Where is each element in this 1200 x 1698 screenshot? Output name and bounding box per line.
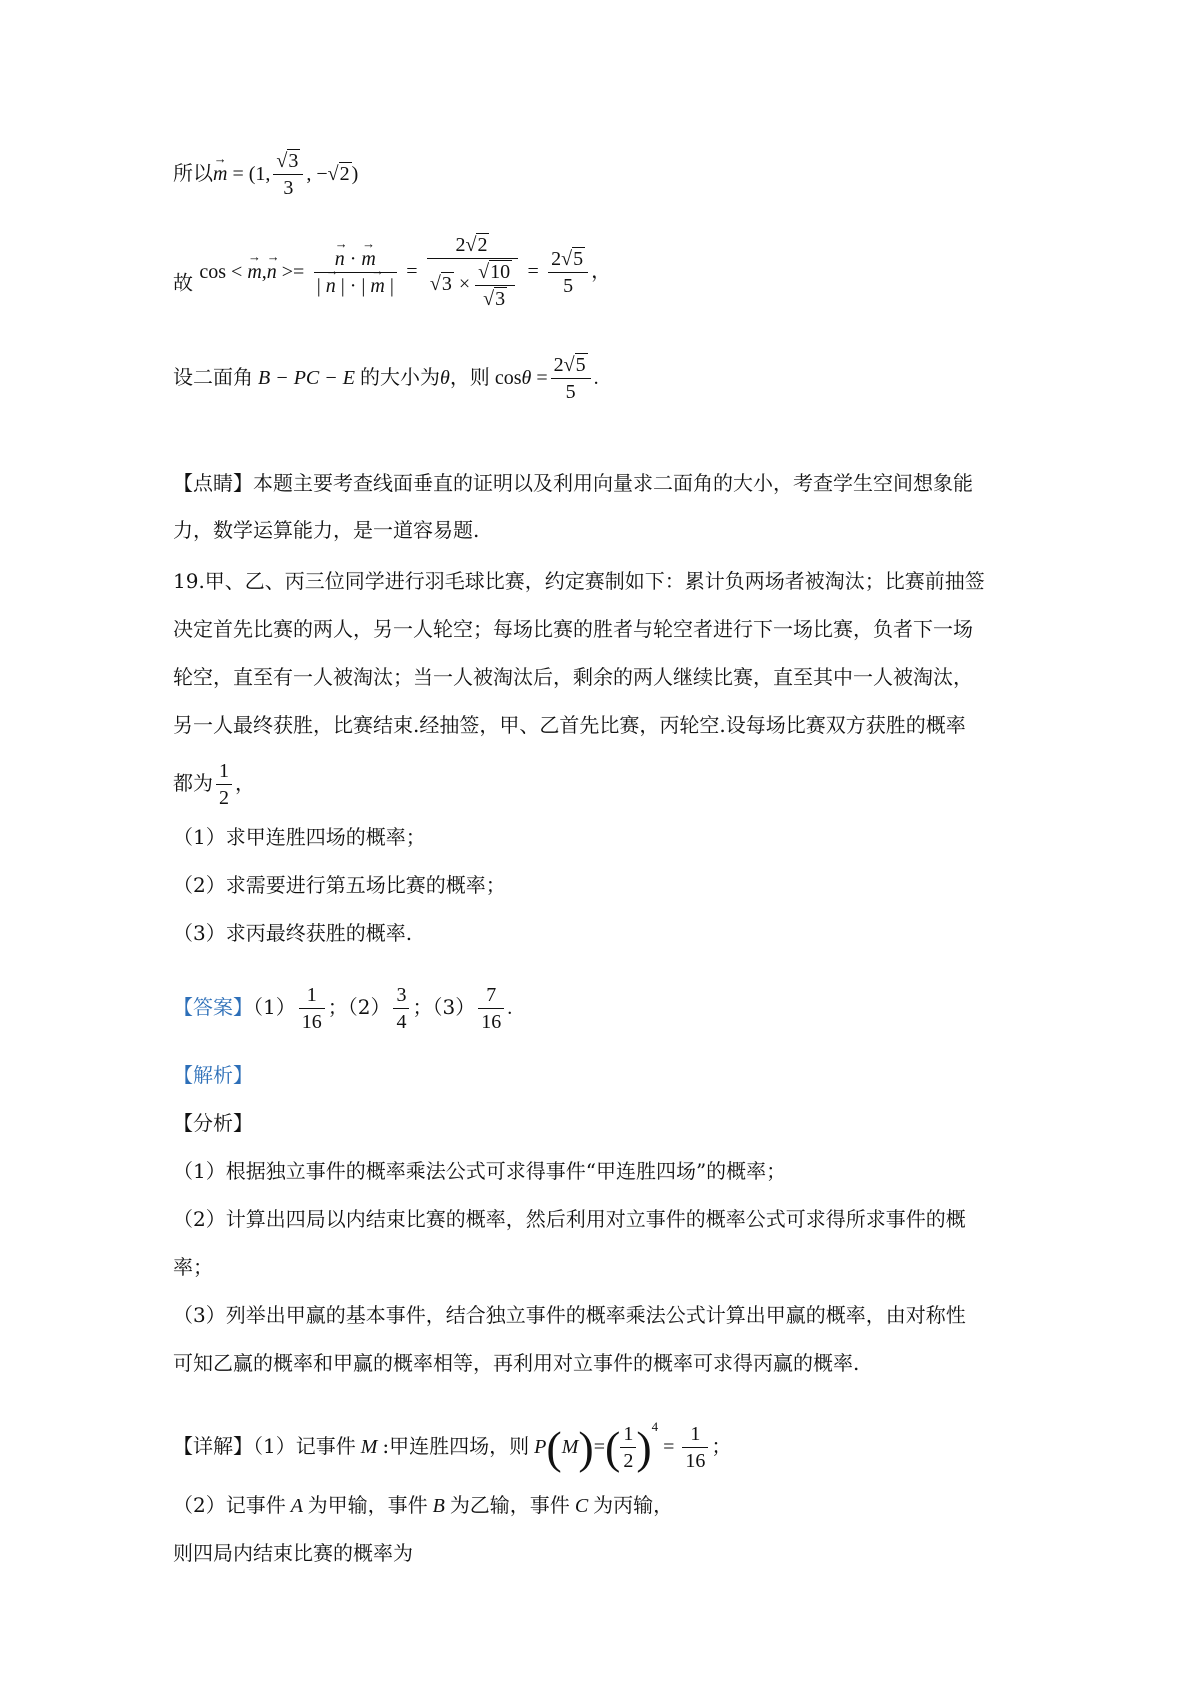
last-line: 则四局内结束比赛的概率为 (173, 1541, 413, 1565)
dianjing-tag: 【点睛】 (173, 471, 253, 495)
xiangjie-2-line: （2）记事件 A 为甲输，事件 B 为乙输，事件 C 为丙输， (173, 1493, 674, 1517)
fenxi-3a: （3）列举出甲赢的基本事件，结合独立事件的概率乘法公式计算出甲赢的概率，由对称性 (173, 1303, 966, 1327)
fraction-dot-product: → $\frac{n \cdot \to m}{| \to n | \cdot | \to m |}$ (314, 246, 397, 299)
q19-sub2: （2）求需要进行第五场比赛的概率； (173, 873, 506, 897)
fraction-sqrt3-over-3: $\frac{√3}{3}$ (273, 148, 303, 201)
fenxi-1: （1）根据独立事件的概率乘法公式可求得事件“甲连胜四场”的概率； (173, 1159, 787, 1183)
answer-tag: 【答案】 (173, 995, 253, 1019)
xiangjie-1-line: 【详解】（1）记事件 M :甲连胜四场，则 P(M)=( $\frac{1}{2}$ )$^4$ = $\frac{1}{16}$ ； (173, 1419, 732, 1473)
jiexi-tag: 【解析】 (173, 1063, 253, 1087)
dianjing-line1: 【点睛】本题主要考查线面垂直的证明以及利用向量求二面角的大小，考查学生空间想象能 (173, 471, 973, 495)
fenxi-2a: （2）计算出四局以内结束比赛的概率，然后利用对立事件的概率公式可求得所求事件的概 (173, 1207, 966, 1231)
q19-sub3: （3）求丙最终获胜的概率. (173, 921, 413, 945)
dihedral-angle-line: 设二面角 B − PC − E 的大小为θ，则 cosθ = $\frac{2√5}{5}$ . (173, 354, 599, 403)
fenxi-3b: 可知乙赢的概率和甲赢的概率相等，再利用对立事件的概率可求得丙赢的概率. (173, 1351, 860, 1375)
cosine-formula-line: 故 cos < → m,→ n >= → $\frac{n \cdot \to m}{| \to n | \cdot | \to m |}$ = 2√2 √3 × $\frac{√10}{√3}$ = $\frac{2√5}{5}$ ， (173, 232, 1030, 312)
dianjing-line2: 力，数学运算能力，是一道容易题. (173, 518, 480, 542)
fraction-result: $\frac{2√5}{5}$ (548, 246, 588, 299)
xiangjie-tag: 【详解】 (173, 1434, 253, 1458)
q19-line5: 都为 $\frac{1}{2}$ ， (173, 760, 255, 809)
fenxi-2b: 率； (173, 1255, 213, 1279)
q19-line1: 19.甲、乙、丙三位同学进行羽毛球比赛，约定赛制如下：累计负两场者被淘汰；比赛前抽签 (173, 569, 985, 593)
fraction-value: 2√2 √3 × $\frac{√10}{√3}$ (427, 232, 518, 312)
q19-line2: 决定首先比赛的两人，另一人轮空；每场比赛的胜者与轮空者进行下一场比赛，负者下一场 (173, 617, 973, 641)
vector-m-line: 所以→ m = (1, $\frac{√3}{3}$ , −√2 ) (173, 148, 1030, 201)
q19-line3: 轮空，直至有一人被淘汰；当一人被淘汰后，剩余的两人继续比赛，直至其中一人被淘汰， (173, 665, 973, 689)
q19-sub1: （1）求甲连胜四场的概率； (173, 825, 426, 849)
fenxi-tag: 【分析】 (173, 1111, 253, 1135)
q19-line4: 另一人最终获胜，比赛结束.经抽签，甲、乙首先比赛，丙轮空.设每场比赛双方获胜的概率 (173, 713, 966, 737)
answer-line: 【答案】（1） $\frac{1}{16}$ ；（2） $\frac{3}{4}$ ；（3） $\frac{7}{16}$ . (173, 984, 513, 1033)
